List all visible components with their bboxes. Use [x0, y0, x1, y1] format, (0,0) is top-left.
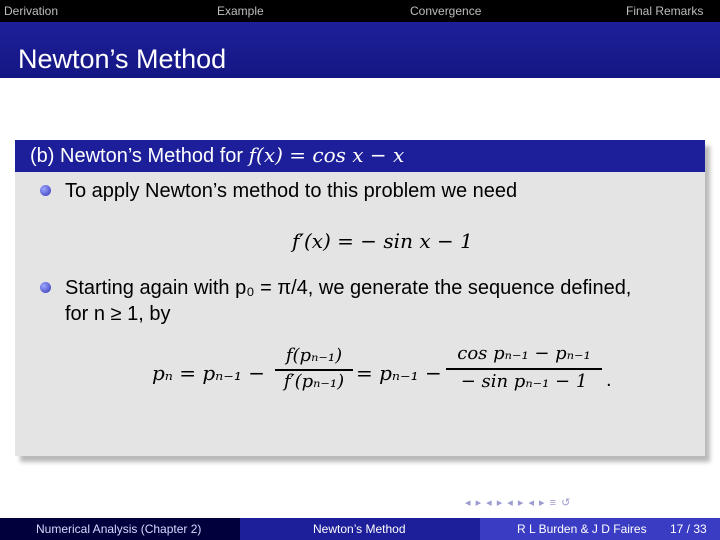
block-title-bar: [15, 140, 705, 172]
equation-period: .: [606, 369, 612, 391]
footer-section: Newton’s Method: [313, 522, 406, 536]
bullet-text-2-line-1: Starting again with p₀ = π/4, we generate the sequence defined,: [65, 277, 632, 299]
bullet-icon: [40, 282, 51, 293]
frame-title-bar: [0, 22, 720, 78]
bullet-text-2-line-2: for n ≥ 1, by: [65, 303, 171, 325]
nav-item-convergence[interactable]: Convergence: [410, 4, 482, 18]
frame-title: Newton’s Method: [18, 44, 227, 74]
derivative-equation: f′(x) = − sin x − 1: [292, 229, 473, 253]
nav-item-derivation[interactable]: Derivation: [4, 4, 59, 18]
fraction-2-numerator: cos pₙ₋₁ − pₙ₋₁: [457, 343, 591, 364]
content-block: [15, 140, 705, 456]
section-navigation-bar: [0, 0, 720, 22]
bullet-icon: [40, 185, 51, 196]
footer-course: Numerical Analysis (Chapter 2): [36, 522, 202, 536]
navigation-symbols-icon[interactable]: ◂ ▸ ◂ ▸ ◂ ▸ ◂ ▸ ≡ ↺: [465, 497, 572, 509]
footer-authors: R L Burden & J D Faires: [517, 522, 647, 536]
iteration-lhs: pₙ = pₙ₋₁ −: [152, 361, 265, 385]
fraction-1-denominator: f′(pₙ₋₁): [283, 371, 345, 392]
fraction-1-numerator: f(pₙ₋₁): [285, 345, 343, 366]
footer-left-panel: [0, 518, 240, 540]
nav-item-final-remarks[interactable]: Final Remarks: [626, 4, 704, 18]
footer-right-panel: [480, 518, 720, 540]
block-title-math: f(x) = cos x − x: [248, 143, 405, 167]
fraction-2-denominator: − sin pₙ₋₁ − 1: [460, 371, 588, 392]
fraction-2-bar: [446, 368, 602, 370]
iteration-middle: = pₙ₋₁ −: [356, 361, 442, 385]
bullet-text-1: To apply Newton’s method to this problem we need: [65, 180, 518, 202]
block-title-text: (b) Newton’s Method for: [30, 145, 249, 167]
footer-center-panel: [240, 518, 480, 540]
block-title: [30, 143, 404, 168]
nav-item-example[interactable]: Example: [217, 4, 264, 18]
footer-page-number: 17 / 33: [670, 522, 707, 536]
